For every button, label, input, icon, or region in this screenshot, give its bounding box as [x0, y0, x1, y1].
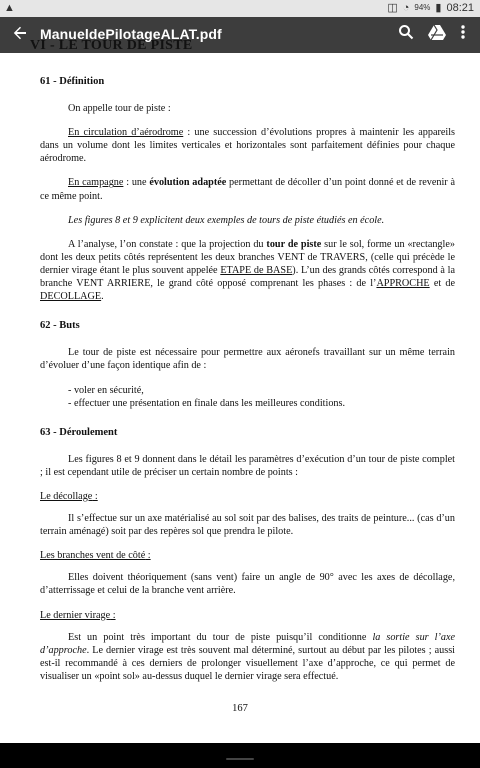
text: permettant de décoller d’un point donné et de revenir à ce même point.	[40, 177, 455, 202]
term: ETAPE de BASE	[220, 264, 293, 276]
paragraph	[40, 176, 455, 202]
term: APPROCHE	[376, 278, 430, 290]
text: ). L’un des grands côtés correspond à la branche VENT ARRIERE, le grand côté opposé comprenant les phases : de l’	[40, 264, 455, 290]
pdf-page[interactable]	[0, 38, 480, 743]
text: sur le sol, forme un «rectangle» dont les deux petits côtés représentent les deux branches VENT de TRAVERS, (celle qui précède le dernier virage étant le plus souvent appelée	[40, 238, 455, 276]
subheading	[40, 549, 455, 562]
nav-handle[interactable]	[0, 753, 480, 767]
paragraph	[40, 238, 455, 303]
paragraph: On appelle tour de piste :	[68, 103, 171, 115]
section-heading-63: 63 - Déroulement	[40, 426, 118, 438]
chapter-heading: VI - LE TOUR DE PISTE	[30, 38, 193, 53]
status-bar	[0, 0, 480, 17]
warning-icon: ▲	[4, 2, 15, 14]
paragraph	[40, 126, 455, 165]
emphasis: évolution adaptée	[149, 177, 227, 189]
text: : une	[123, 177, 150, 189]
subheading-text: Le dernier virage	[40, 609, 111, 621]
page-content	[40, 75, 455, 694]
term: En campagne	[68, 177, 124, 189]
paragraph: Il s’effectue sur un axe matérialisé au sol soit par des balises, des traits de peinture... (cas d’un terrain aménagé) soit par des repères sol que prendra le pilote.	[40, 513, 455, 538]
subheading-text: Le décollage	[40, 490, 93, 502]
appbar-actions	[398, 24, 466, 44]
text: . Le dernier virage est très souvent mal déterminé, surtout au début par les pilotes ; aussi est-il recommandé à ces derniers de prolonger visuellement l’axe d’approche, ce qui permet de visualiser un «point sol» au-dessus duquel le dernier virage sera effectué.	[40, 644, 455, 682]
text: :	[92, 490, 98, 502]
nav-bar	[0, 743, 480, 768]
section-heading-61: 61 - Définition	[40, 76, 105, 87]
subheading	[40, 490, 455, 503]
term: En circulation d’aérodrome	[68, 127, 184, 139]
term: DECOLLAGE	[40, 291, 102, 303]
text: :	[110, 609, 116, 621]
battery-icon: ▮	[435, 2, 442, 14]
subheading-text: Les branches vent de côté	[40, 550, 146, 562]
back-arrow-icon[interactable]	[8, 23, 32, 47]
vibrate-icon: ◫	[387, 2, 398, 14]
text: et de	[429, 278, 455, 290]
section-heading-62: 62 - Buts	[40, 320, 80, 332]
battery-percent: 94%	[414, 3, 431, 12]
clock: 08:21	[446, 1, 474, 14]
list-item: - effectuer une présentation en finale dans les meilleures conditions.	[68, 397, 346, 409]
search-icon[interactable]	[398, 24, 414, 44]
nav-handle-bar	[226, 758, 254, 760]
text: :	[145, 550, 151, 562]
text: : une succession d’évolutions propres à maintenir les appareils dans un volume dont les limites verticales et horizontales sont parfaitement définies pour chaque aérodrome.	[40, 127, 456, 165]
list-item: - voler en sécurité,	[68, 384, 144, 396]
text: Est un point très important du tour de piste puisqu’il conditionne	[68, 631, 373, 643]
subheading	[40, 609, 455, 622]
paragraph: Les figures 8 et 9 explicitent deux exemples de tours de piste étudiés en école.	[68, 214, 385, 226]
emphasis: la sortie sur l’axe d’approche	[40, 631, 456, 656]
drive-icon[interactable]	[428, 24, 446, 44]
paragraph: Les figures 8 et 9 donnent dans le détail les paramètres d’exécution d’un tour de piste complet ; il est cependant utile de préciser un certain nombre de points :	[40, 453, 455, 478]
document-title: ManueldePilotageALAT.pdf	[40, 26, 222, 42]
paragraph: Elles doivent théoriquement (sans vent) faire un angle de 90° avec les axes de décollage, d’atterrissage et celui de la branche vent arrière.	[40, 572, 455, 597]
wifi-icon: ◔	[402, 1, 410, 14]
more-vert-icon[interactable]	[460, 24, 466, 44]
paragraph	[40, 631, 455, 683]
emphasis: tour de piste	[266, 238, 322, 250]
text: A l’analyse, l’on constate : que la projection du	[68, 238, 267, 250]
status-right	[387, 1, 474, 14]
text: .	[101, 291, 104, 303]
page-number: 167	[232, 703, 248, 714]
paragraph: Le tour de piste est nécessaire pour permettre aux aéronefs travaillant sur un même terrain d’évoluer d’une façon identique afin de :	[40, 347, 455, 372]
